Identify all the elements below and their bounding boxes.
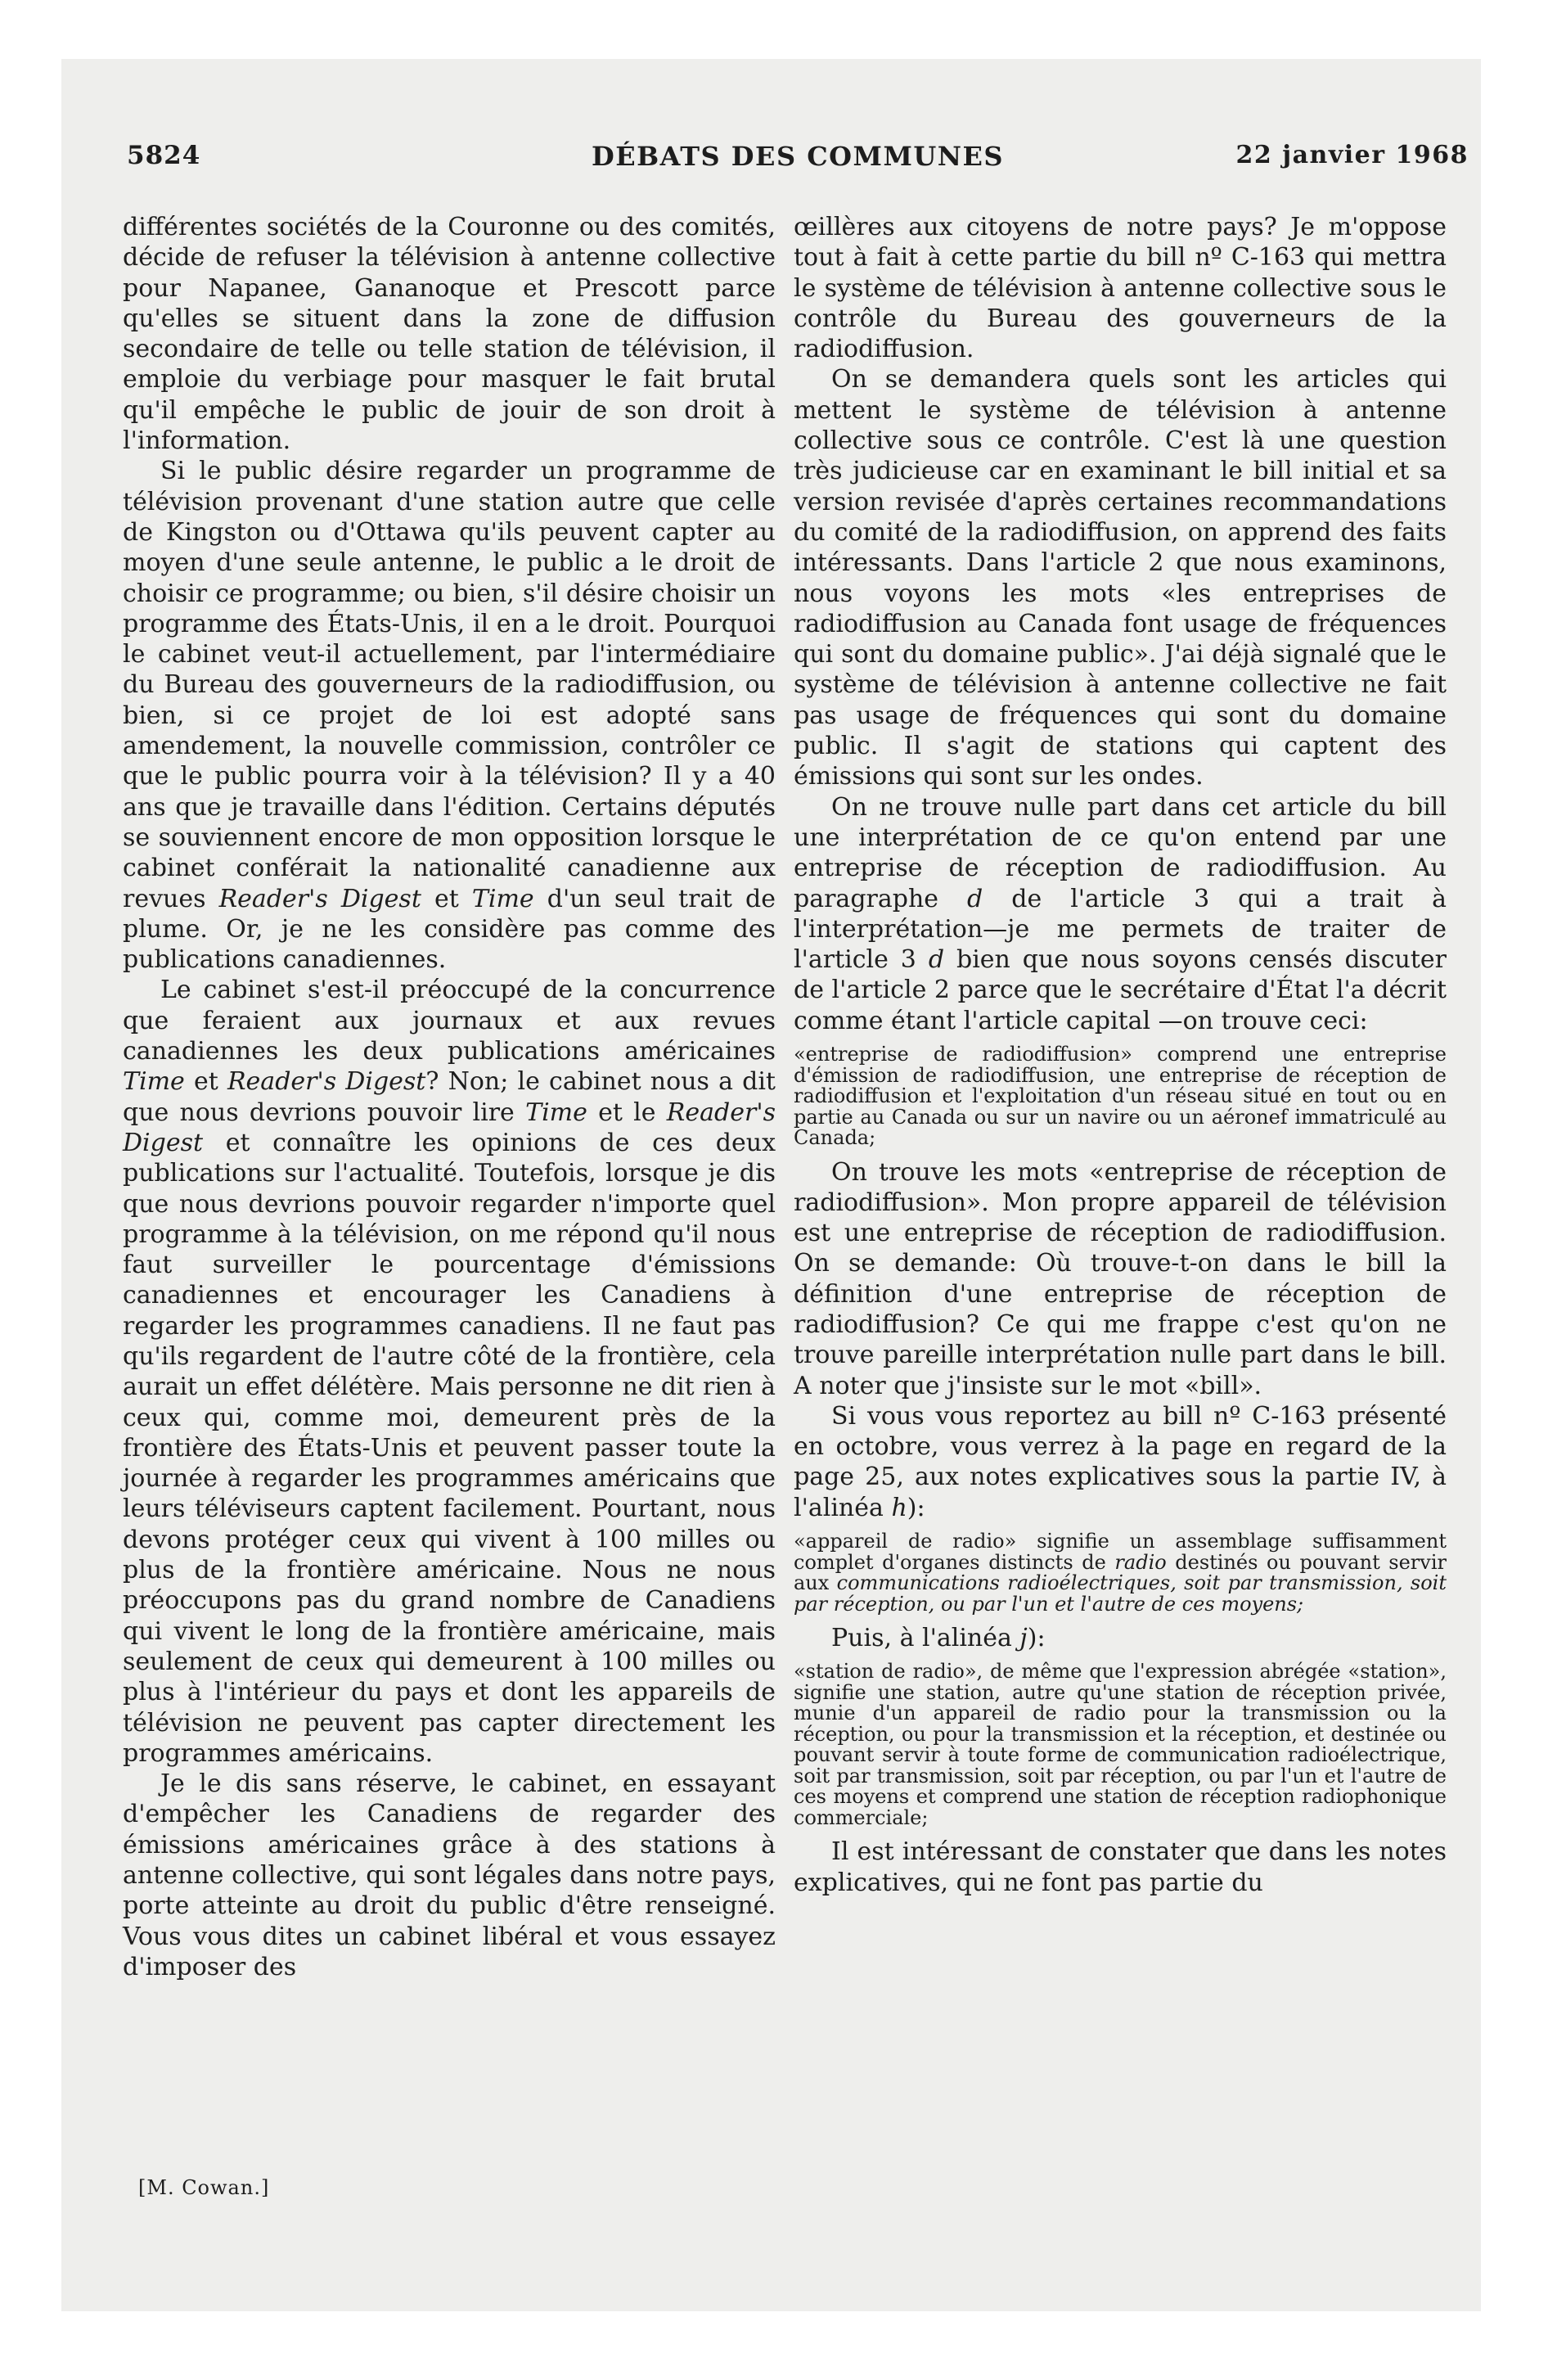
right-column <box>794 212 1447 1898</box>
paragraph: Je le dis sans réserve, le cabinet, en essayant d'empêcher les Canadiens de regarder des émissions américaines grâce à des stations à antenne collective, qui sont légales dans notre pays, porte atteinte au droit du public d'être renseigné. Vous vous dites un cabinet libéral et vous essayez d'imposer des <box>123 1769 776 1981</box>
quotation: «entreprise de radiodiffusion» comprend une entreprise d'émission de radiodiffusion, une entreprise de réception de radiodiffusion et l'exploitation d'un réseau situé en tout ou en partie au Canada ou sur un navire ou un aéronef immatriculé au Canada; <box>794 1043 1447 1150</box>
page-header <box>127 141 1469 187</box>
page-title: DÉBATS DES COMMUNES <box>591 141 1005 172</box>
quotation: «station de radio», de même que l'expression abrégée «station», signifie une station, autre qu'une station de réception privée, munie d'un appareil de radio pour la transmission ou la réception, ou pour la transmission et la réception, et destinée ou pouvant servir à toute forme de communication radioélectrique, soit par transmission, soit par réception, ou par l'un et l'autre de ces moyens et comprend une station de réception radiophonique commerciale; <box>794 1660 1447 1829</box>
left-column <box>123 212 776 1982</box>
hansard-page <box>61 59 1481 2311</box>
paragraph: Le cabinet s'est-il préoccupé de la concurrence que feraient aux journaux et aux revues canadiennes les deux publications américaines Time et Reader's Digest? Non; le cabinet nous a dit que nous devrions pouvoir lire Time et le Reader's Digest et connaître les opinions de ces deux publications sur l'actualité. Toutefois, lorsque je dis que nous devrions pouvoir regarder n'importe quel programme à la télévision, on me répond qu'il nous faut surveiller le pourcentage d'émissions canadiennes et encourager les Canadiens à regarder les programmes canadiens. Il ne faut pas qu'ils regardent de l'autre côté de la frontière, cela aurait un effet délétère. Mais personne ne dit rien à ceux qui, comme moi, demeurent près de la frontière des États-Unis et peuvent passer toute la journée à regarder les programmes américains que leurs téléviseurs captent facilement. Pourtant, nous devons protéger ceux qui vivent à 100 milles ou plus de la frontière américaine. Nous ne nous préoccupons pas du grand nombre de Canadiens qui vivent le long de la frontière américaine, mais seulement de ceux qui demeurent à 100 milles ou plus à l'intérieur du pays et dont les appareils de télévision ne peuvent pas capter directement les programmes américains. <box>123 976 776 1768</box>
paragraph: différentes sociétés de la Couronne ou des comités, décide de refuser la télévision à antenne collective pour Napanee, Gananoque et Prescott parce qu'elles se situent dans la zone de diffusion secondaire de telle ou telle station de télévision, il emploie du verbiage pour masquer le fait brutal qu'il empêche le public de jouir de son droit à l'information. <box>123 213 776 456</box>
speaker-attribution: [M. Cowan.] <box>138 2176 270 2199</box>
paragraph: Puis, à l'alinéa j): <box>831 1624 1046 1653</box>
page-date: 22 janvier 1968 <box>1235 141 1469 169</box>
paragraph: œillères aux citoyens de notre pays? Je m'oppose tout à fait à cette partie du bill nº C-163 qui mettra le système de télévision à antenne collective sous le contrôle du Bureau des gouverneurs de la radiodiffusion. <box>794 213 1447 364</box>
paragraph: On trouve les mots «entreprise de réception de radiodiffusion». Mon propre appareil de télévision est une entreprise de réception de radiodiffusion. On se demande: Où trouve-t-on dans le bill la définition d'une entreprise de réception de radiodiffusion? Ce qui me frappe c'est qu'on ne trouve pareille interprétation nulle part dans le bill. A noter que j'insiste sur le mot «bill». <box>794 1157 1447 1400</box>
quotation: «appareil de radio» signifie un assemblage suffisamment complet d'organes distincts de radio destinés ou pouvant servir aux communications radioélectriques, soit par transmission, soit par réception, ou par l'un et l'autre de ces moyens; <box>794 1530 1447 1616</box>
paragraph: On ne trouve nulle part dans cet article du bill une interprétation de ce qu'on entend par une entreprise de réception de radiodiffusion. Au paragraphe d de l'article 3 qui a trait à l'interprétation—je me permets de traiter de l'article 3 d bien que nous soyons censés discuter de l'article 2 parce que le secrétaire d'État l'a décrit comme étant l'article capital —on trouve ceci: <box>794 792 1447 1035</box>
paragraph: Si vous vous reportez au bill nº C-163 présenté en octobre, vous verrez à la page en regard de la page 25, aux notes explicatives sous la partie IV, à l'alinéa h): <box>794 1401 1447 1522</box>
paragraph: Si le public désire regarder un programme de télévision provenant d'une station autre que celle de Kingston ou d'Ottawa qu'ils peuvent capter au moyen d'une seule antenne, le public a le droit de choisir ce programme; ou bien, s'il désire choisir un programme des États-Unis, il en a le droit. Pourquoi le cabinet veut-il actuellement, par l'intermédiaire du Bureau des gouverneurs de la radiodiffusion, ou bien, si ce projet de loi est adopté sans amendement, la nouvelle commission, contrôler ce que le public pourra voir à la télévision? Il y a 40 ans que je travaille dans l'édition. Certains députés se souviennent encore de mon opposition lorsque le cabinet conférait la nationalité canadienne aux revues Reader's Digest et Time d'un seul trait de plume. Or, je ne les considère pas comme des publications canadiennes. <box>123 457 776 975</box>
page-number: 5824 <box>127 141 201 170</box>
paragraph: On se demandera quels sont les articles qui mettent le système de télévision à antenne collective sous ce contrôle. C'est là une question très judicieuse car en examinant le bill initial et sa version revisée d'après certaines recommandations du comité de la radiodiffusion, on apprend des faits intéressants. Dans l'article 2 que nous examinons, nous voyons les mots «les entreprises de radiodiffusion au Canada font usage de fréquences qui sont du domaine public». J'ai déjà signalé que le système de télévision à antenne collective ne fait pas usage de fréquences qui sont du domaine public. Il s'agit de stations qui captent des émissions qui sont sur les ondes. <box>794 365 1447 791</box>
paragraph: Il est intéressant de constater que dans les notes explicatives, qui ne font pas partie du <box>794 1837 1447 1897</box>
